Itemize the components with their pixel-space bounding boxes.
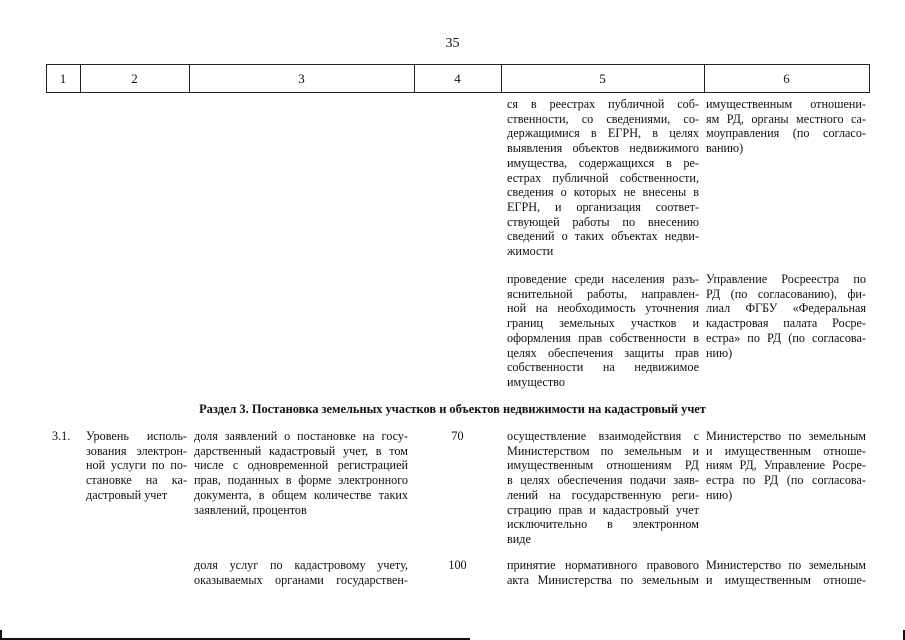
text-line: лиал ФГБУ «Федеральная: [706, 301, 866, 316]
text-line: РД (по согласованию), фи-: [706, 286, 866, 301]
text-line: числе с одновременной регистрацией: [194, 458, 408, 473]
next-row-target-value: 100: [448, 558, 467, 572]
text-line: дарственный кадастровый учет, в том: [194, 443, 408, 458]
text-line: и имущественным отноше-: [706, 572, 866, 587]
text-line: сведения о которых не внесены в: [507, 185, 699, 200]
text-line: документа, в общем количестве таких: [194, 487, 408, 502]
text-line: доля услуг по кадастровому учету,: [194, 558, 408, 572]
row-number: 3.1.: [52, 429, 71, 443]
column-number: 6: [783, 71, 790, 86]
text-line: исключительно в электронном: [507, 517, 699, 532]
text-line: ванию): [706, 141, 744, 156]
page-number: 35: [445, 36, 460, 51]
text-line: ся в реестрах публичной соб-: [507, 97, 699, 111]
text-line: естра» по РД (по согласова-: [706, 330, 866, 345]
text-line: целях обеспечения защиты прав: [507, 345, 699, 360]
text-line: Министерство по земельным: [706, 558, 866, 572]
text-line: ЕГРН, и организация соответ-: [507, 199, 699, 214]
text-line: Министерством по земельным и: [507, 443, 699, 458]
header-top-border: [46, 64, 870, 65]
text-line: осуществление взаимодействия с: [507, 429, 699, 443]
text-line: держащимися в ЕГРН, в целях: [507, 126, 699, 141]
column-number: 5: [599, 71, 606, 86]
text-line: оформления прав собственности в: [507, 330, 699, 345]
header-bottom-border: [46, 92, 870, 93]
text-line: ственности, со сведениями, со-: [507, 111, 699, 126]
text-line: имущество: [507, 374, 565, 389]
text-line: зования электрон-: [86, 443, 187, 458]
row31-activity-text: [507, 429, 699, 547]
text-line: оказываемых органами государствен-: [194, 572, 408, 587]
column-number: 4: [454, 71, 461, 86]
row31-metric-text: [194, 429, 408, 517]
text-line: ям РД, органы местного са-: [706, 111, 866, 126]
text-line: заявлений, процентов: [194, 502, 307, 517]
text-line: имущественным отношени-: [706, 97, 866, 111]
row31-indicator-name: [86, 429, 187, 503]
text-line: ной услуги по по-: [86, 458, 187, 473]
text-line: имущественным отношениям РД: [507, 458, 699, 473]
text-line: доля заявлений о постановке на госу-: [194, 429, 408, 443]
scan-edge-line: [0, 630, 2, 640]
text-line: нию): [706, 345, 733, 360]
text-line: Министерство по земельным: [706, 429, 866, 443]
row31-responsible-text: [706, 429, 866, 503]
text-line: Управление Росреестра по: [706, 272, 866, 286]
block1-activity-text: [507, 97, 699, 259]
text-line: имущества, содержащихся в ре-: [507, 155, 699, 170]
text-line: дастровый учет: [86, 487, 168, 502]
text-line: естрах публичной собственности,: [507, 170, 699, 185]
text-line: прав, поданных в форме электронного: [194, 473, 408, 488]
text-line: собственности на недвижимое: [507, 360, 699, 375]
column-number: 1: [59, 71, 67, 86]
next-row-responsible-text: [706, 558, 866, 587]
column-number: 3: [298, 71, 305, 86]
text-line: сведений о таких объектах недви-: [507, 229, 699, 244]
text-line: яснительной работы, направлен-: [507, 286, 699, 301]
section-title: Раздел 3. Постановка земельных участков и объектов недвижимости на кадастровый учет: [199, 402, 706, 416]
text-line: страцию прав и кадастровый учет: [507, 502, 699, 517]
column-number: 2: [131, 71, 138, 86]
text-line: границ земельных участков и: [507, 316, 699, 331]
next-row-metric-text: [194, 558, 408, 587]
text-line: в целях обеспечения подачи заяв-: [507, 473, 699, 488]
text-line: проведение среди населения разъ-: [507, 272, 699, 286]
column-divider: [869, 64, 870, 93]
text-line: принятие нормативного правового: [507, 558, 699, 572]
text-line: жимости: [507, 244, 554, 259]
text-line: выявления объектов недвижимого: [507, 141, 699, 156]
block1-responsible-text: [706, 97, 866, 156]
text-line: ствующей работы по внесению: [507, 214, 699, 229]
block2-activity-text: [507, 272, 699, 390]
text-line: естра по РД (по согласова-: [706, 473, 866, 488]
text-line: акта Министерства по земельным: [507, 572, 699, 587]
text-line: нию): [706, 487, 733, 502]
block2-responsible-text: [706, 272, 866, 360]
text-line: Уровень исполь-: [86, 429, 187, 443]
text-line: и имущественным отноше-: [706, 443, 866, 458]
text-line: моуправления (по согласо-: [706, 126, 866, 141]
text-line: ной на необходимость уточнения: [507, 301, 699, 316]
next-row-activity-text: [507, 558, 699, 587]
text-line: становке на ка-: [86, 473, 187, 488]
text-line: виде: [507, 531, 531, 546]
text-line: ниям РД, Управление Росре-: [706, 458, 866, 473]
row31-target-value: 70: [451, 429, 464, 443]
text-line: кадастровая палата Росре-: [706, 316, 866, 331]
text-line: лений на государственную реги-: [507, 487, 699, 502]
